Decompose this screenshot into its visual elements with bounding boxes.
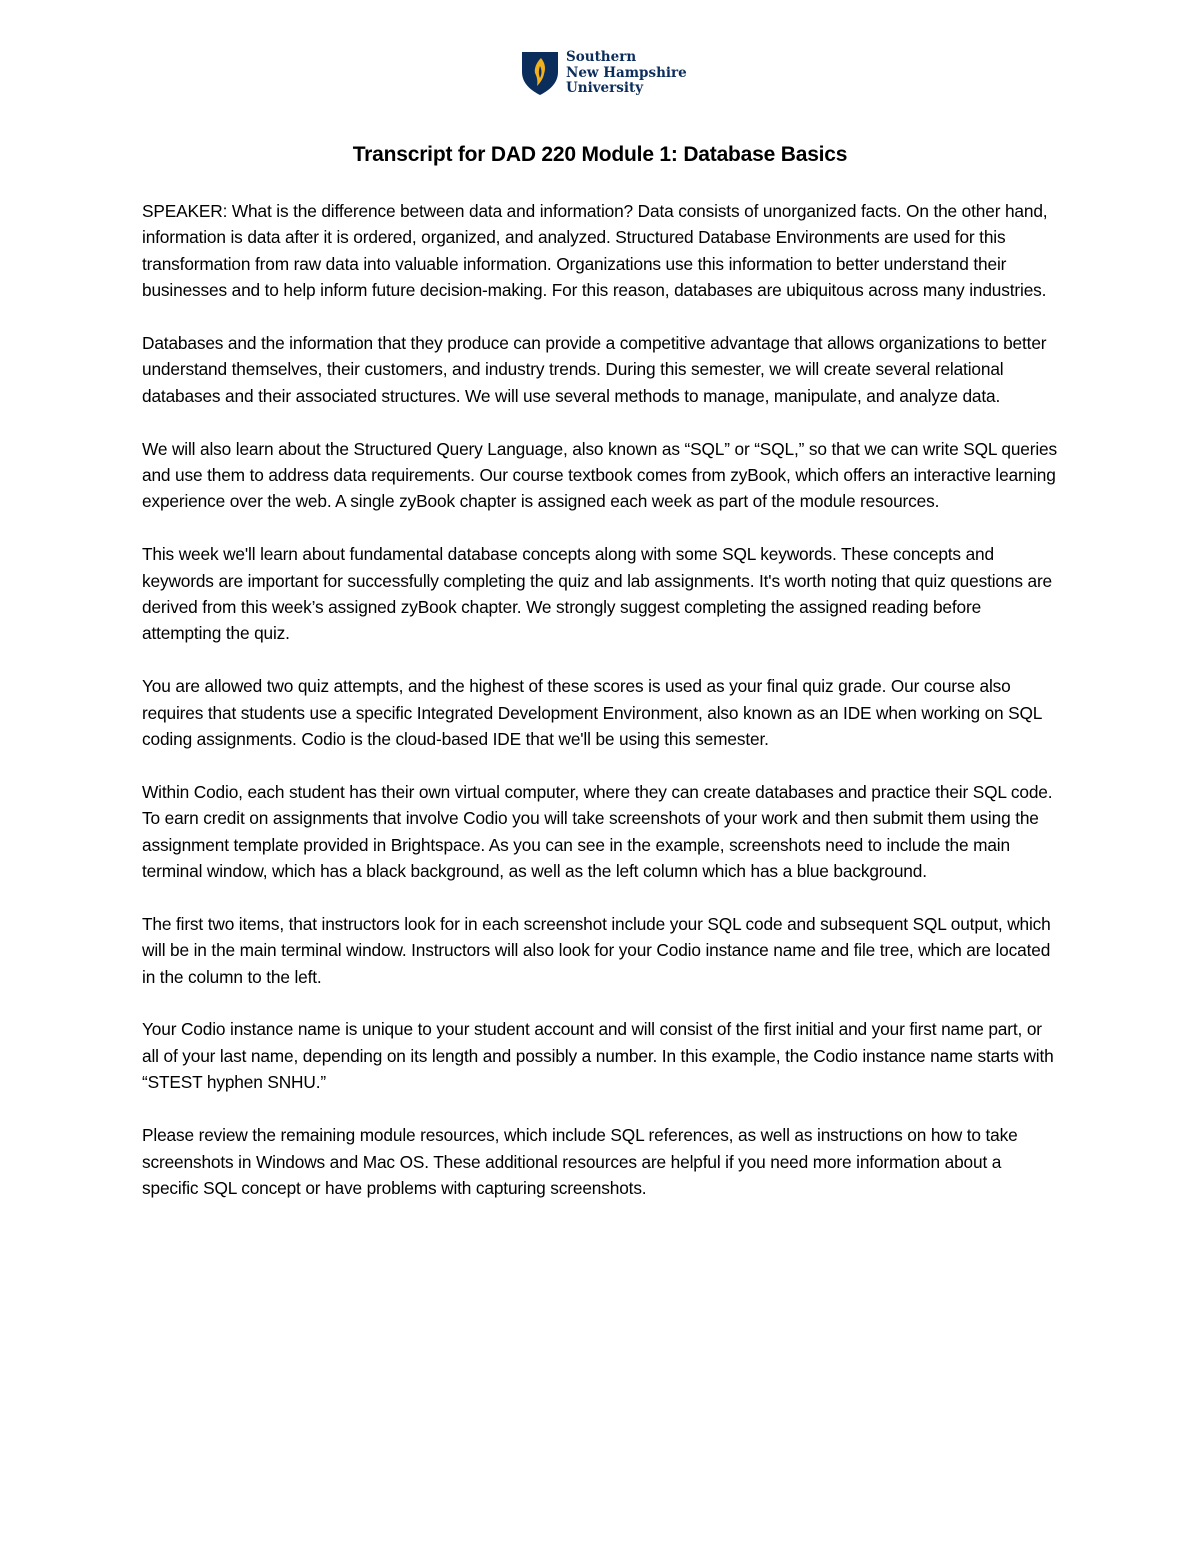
paragraph-3: We will also learn about the Structured Query Language, also known as “SQL” or “SQL,” so that we can write SQL queries and use them to address data requirements. Our course textbook comes from zyBook, which offers an interactive learning experience over the web. A single zyBook chapter is assigned each week as part of the module resources. <box>142 438 1057 512</box>
paragraph-4: This week we'll learn about fundamental database concepts along with some SQL keywords. These concepts and keywords are important for successfully completing the quiz and lab assignments. It's worth noting that quiz questions are derived from this week’s assigned zyBook chapter. We strongly suggest completing the assigned reading before attempting the quiz. <box>142 544 1053 644</box>
paragraph-9: Please review the remaining module resources, which include SQL references, as well as instructions on how to take screenshots in Windows and Mac OS. These additional resources are helpful if you need more information about a specific SQL concept or have problems with capturing screenshots. <box>142 1125 1018 1198</box>
document-title: Transcript for DAD 220 Module 1: Database Basics <box>352 143 848 166</box>
paragraph-8: Your Codio instance name is unique to your student account and will consist of the first initial and your first name part, or all of your last name, depending on its length and possibly a number. In this example, the Codio instance name starts with “STEST hyphen SNHU.” <box>142 1019 1054 1093</box>
paragraph-1: SPEAKER: What is the difference between data and information? Data consists of unorganized facts. On the other hand, information is data after it is ordered, organized, and analyzed. Structured Database Environments are used for this transformation from raw data into valuable information. Organizations use this information to better understand their businesses and to help inform future decision-making. For this reason, databases are ubiquitous across many industries. <box>142 201 1048 301</box>
paragraph-2: Databases and the information that they produce can provide a competitive advantage that allows organizations to better understand themselves, their customers, and industry trends. During this semester, we will create several relational databases and their associated structures. We will use several methods to manage, manipulate, and analyze data. <box>142 333 1047 406</box>
logo-line-3: University <box>566 80 644 96</box>
logo-wordmark <box>566 50 687 97</box>
paragraph-5: You are allowed two quiz attempts, and the highest of these scores is used as your final quiz grade. Our course also requires that students use a specific Integrated Development Environment, also known as an IDE when working on SQL coding assignments. Codio is the cloud-based IDE that we'll be using this semester. <box>142 676 1042 750</box>
transcript-body <box>142 198 1060 1228</box>
logo-line-2: New Hampshire <box>566 64 687 81</box>
snhu-logo <box>520 48 690 100</box>
logo-line-1: Southern <box>566 49 637 65</box>
paragraph-7: The first two items, that instructors look for in each screenshot include your SQL code and subsequent SQL output, which will be in the main terminal window. Instructors will also look for your Codio instance name and file tree, which are located in the column to the left. <box>142 913 1051 987</box>
paragraph-6: Within Codio, each student has their own virtual computer, where they can create databases and practice their SQL code. To earn credit on assignments that involve Codio you will take screenshots of your work and then submit them using the assignment template provided in Brightspace. As you can see in the example, screenshots need to include the main terminal window, which has a black background, as well as the left column which has a blue background. <box>142 781 1053 882</box>
snhu-shield-icon <box>520 48 560 96</box>
